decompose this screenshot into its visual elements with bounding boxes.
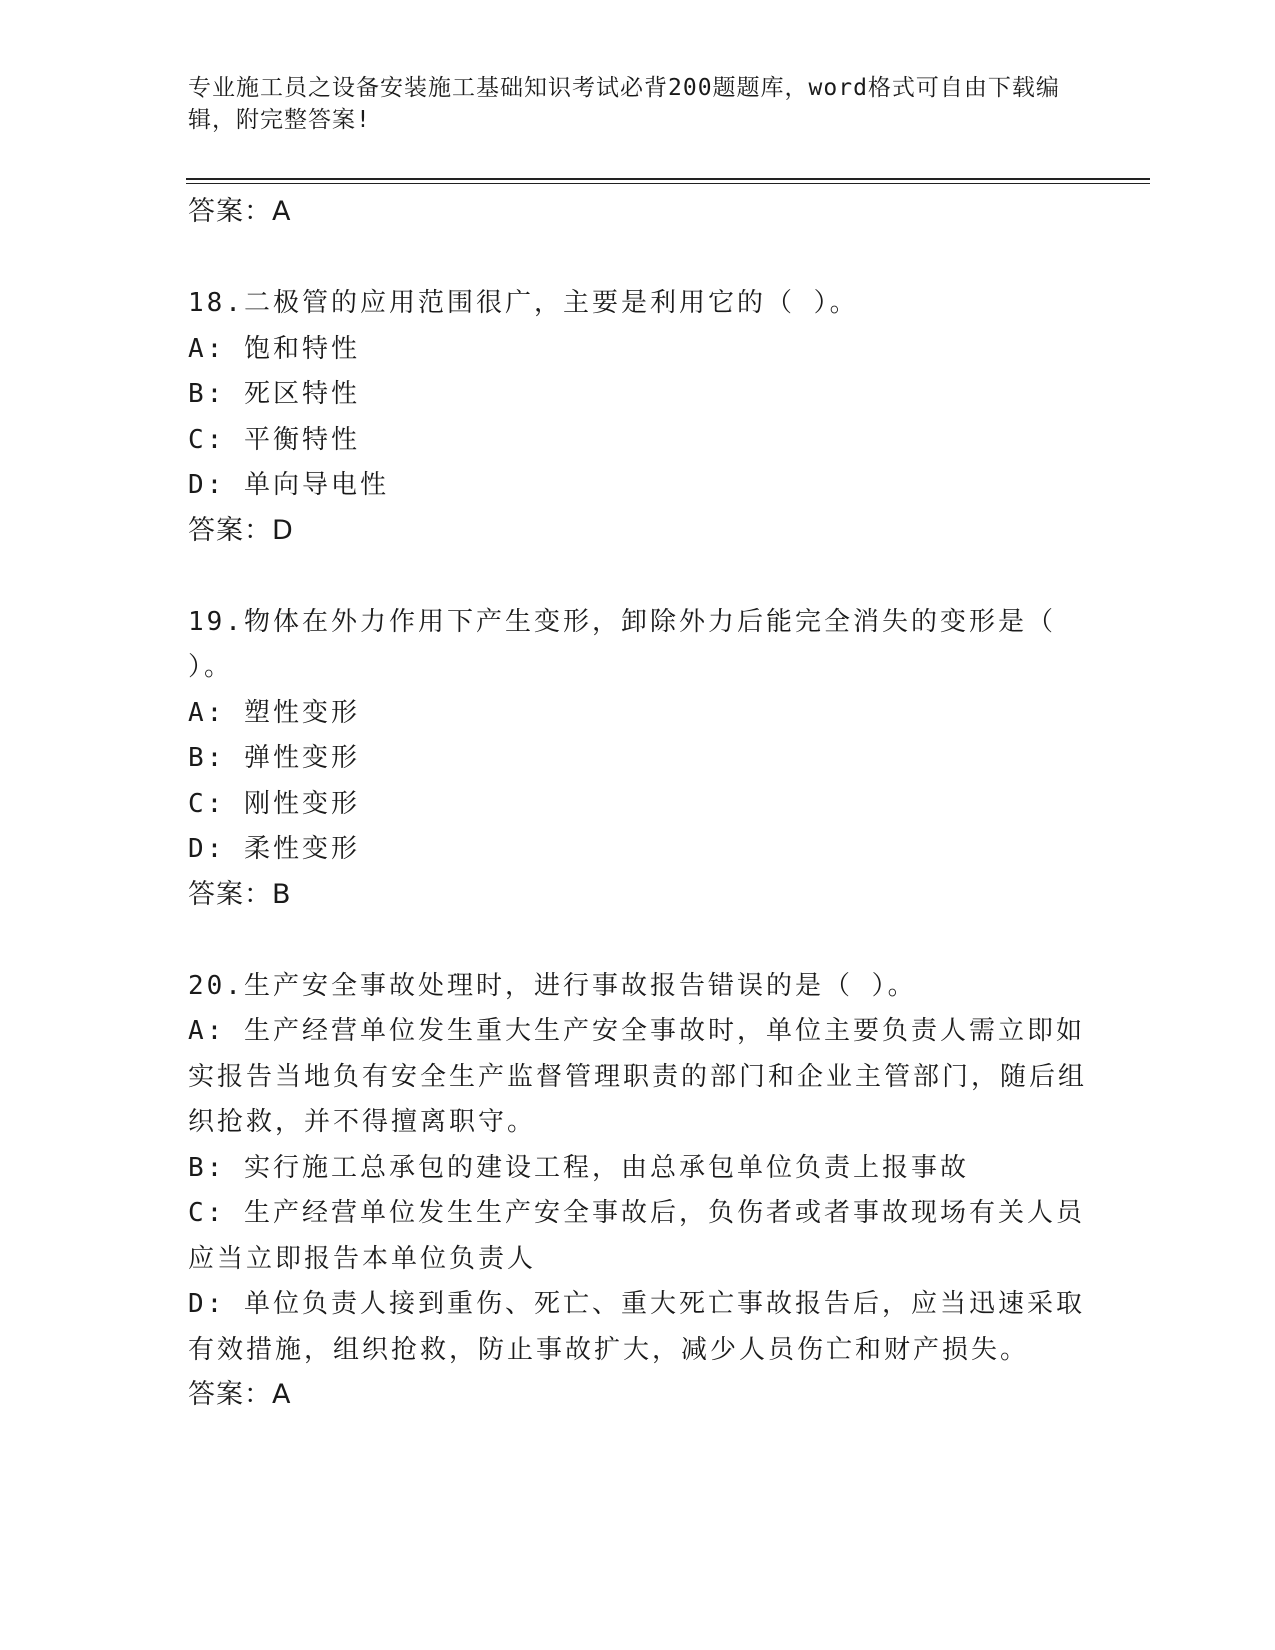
option-letter: A:	[188, 333, 226, 364]
option-letter: D:	[188, 470, 226, 500]
option-letter: B:	[188, 1152, 226, 1183]
page-header: 专业施工员之设备安装施工基础知识考试必背200题题库，word格式可自由下载编辑，附完整答案!	[188, 75, 1060, 133]
question-stem: 19.物体在外力作用下产生变形，卸除外力后能完全消失的变形是（ ）。	[188, 606, 1056, 682]
option-letter: C:	[188, 424, 226, 455]
option-letter: C:	[188, 788, 226, 819]
option-d	[188, 463, 1088, 509]
question-block	[188, 281, 1088, 553]
option-a	[188, 327, 1088, 373]
answer-line: 答案：A	[188, 196, 292, 227]
question-stem: 18.二极管的应用范围很广，主要是利用它的（ ）。	[188, 288, 859, 318]
option-letter: D:	[188, 834, 226, 864]
option-b	[188, 736, 1088, 782]
question-block	[188, 600, 1088, 917]
question-block	[188, 964, 1088, 1418]
option-letter: A:	[188, 1016, 226, 1046]
option-text: 生产经营单位发生生产安全事故后，负伤者或者事故现场有关人员应当立即报告本单位负责人	[188, 1198, 1085, 1274]
option-letter: B:	[188, 743, 226, 773]
option-text: 实行施工总承包的建设工程，由总承包单位负责上报事故	[243, 1152, 969, 1183]
spacer	[188, 234, 1088, 281]
option-c	[188, 782, 1088, 828]
option-b	[188, 1146, 1088, 1192]
option-letter: A:	[188, 697, 226, 728]
answer-line: 答案：A	[188, 1379, 292, 1410]
option-text: 单向导电性	[243, 470, 389, 500]
option-c	[188, 418, 1088, 464]
option-b	[188, 372, 1088, 418]
option-d	[188, 1282, 1088, 1373]
option-c	[188, 1191, 1088, 1282]
option-letter: D:	[188, 1289, 226, 1319]
spacer	[188, 553, 1088, 600]
spacer	[188, 917, 1088, 964]
answer-line: 答案：D	[188, 514, 294, 546]
header-rule-thin	[186, 183, 1150, 184]
option-text: 饱和特性	[243, 333, 360, 364]
option-text: 单位负责人接到重伤、死亡、重大死亡事故报告后，应当迅速采取有效措施，组织抢救，防止事故扩大，减少人员伤亡和财产损失。	[188, 1289, 1085, 1365]
option-text: 刚性变形	[243, 788, 360, 819]
answer-line: 答案：B	[188, 878, 292, 910]
question-stem: 20.生产安全事故处理时，进行事故报告错误的是（ ）。	[188, 970, 917, 1001]
option-d	[188, 827, 1088, 873]
question-list	[188, 190, 1088, 1417]
header-rule-thick	[186, 178, 1150, 180]
option-letter: B:	[188, 379, 226, 409]
option-a	[188, 1009, 1088, 1146]
option-text: 死区特性	[243, 379, 360, 409]
option-text: 平衡特性	[243, 424, 360, 455]
option-text: 塑性变形	[243, 697, 360, 728]
option-text: 柔性变形	[243, 834, 360, 864]
option-a	[188, 691, 1088, 737]
option-text: 弹性变形	[243, 743, 360, 773]
option-text: 生产经营单位发生重大生产安全事故时，单位主要负责人需立即如实报告当地负有安全生产监督管理职责的部门和企业主管部门，随后组织抢救，并不得擅离职守。	[188, 1016, 1088, 1137]
option-letter: C:	[188, 1198, 226, 1228]
